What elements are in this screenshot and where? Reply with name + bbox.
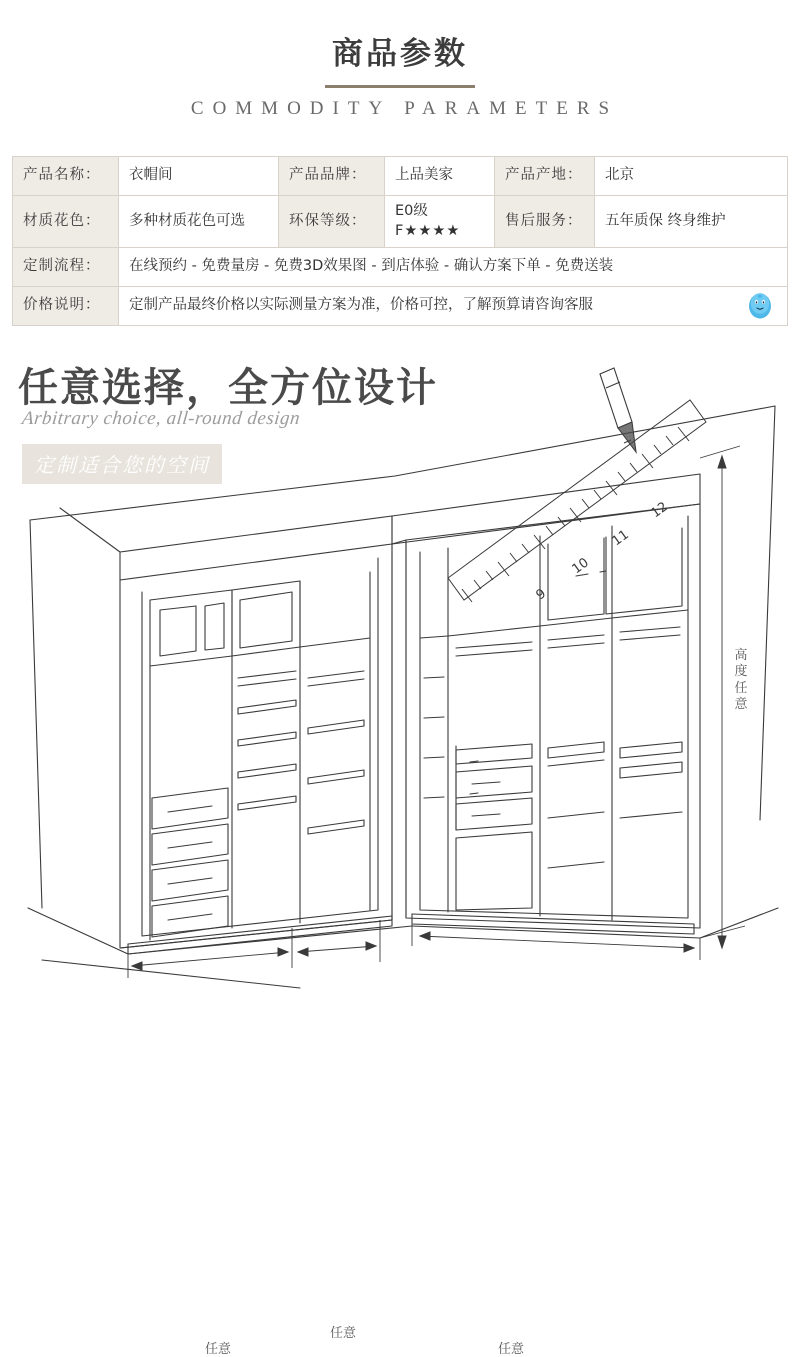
spec-value-after-sales: 五年质保 终身维护 [595,196,785,247]
ruler-tick-11: 11 [609,527,632,550]
dimension-label-left: 任意 [205,1342,232,1357]
qq-contact-icon[interactable] [745,291,775,321]
spec-label-origin: 产品产地： [495,157,595,195]
ruler-tick-9: 9 [533,586,550,604]
page-title: 商品参数 [332,36,468,72]
spec-label-process: 定制流程： [13,248,119,286]
table-row [13,196,787,248]
illustration-tagline: 定制适合您的空间 [22,444,222,484]
spec-value-origin: 北京 [595,157,785,195]
spec-value-price-note: 定制产品最终价格以实际测量方案为准，价格可控，了解预算请咨询客服 [119,287,787,325]
illustration-headline-en: Arbitrary choice, all-round design [20,408,302,430]
wardrobe-line-drawing [0,348,800,1008]
spec-value-product-name: 衣帽间 [119,157,279,195]
spec-label-product-name: 产品名称： [13,157,119,195]
spec-label-after-sales: 售后服务： [495,196,595,247]
spec-value-material: 多种材质花色可选 [119,196,279,247]
ruler-tick-12: 12 [648,499,671,522]
dimension-label-right: 任意 [498,1342,525,1357]
page-header [0,0,800,120]
spec-label-eco-grade: 环保等级： [279,196,385,247]
ruler-tick-10: 10 [569,555,592,578]
spec-value-eco-grade [385,196,495,247]
spec-label-brand: 产品品牌： [279,157,385,195]
eco-grade-line1: E0级 [395,203,428,219]
spec-value-brand: 上品美家 [385,157,495,195]
illustration-section [0,348,800,1357]
page-subtitle: COMMODITY PARAMETERS [190,98,619,119]
table-row [13,248,787,287]
spec-label-material: 材质花色： [13,196,119,247]
spec-value-process: 在线预约 - 免费量房 - 免费3D效果图 - 到店体验 - 确认方案下单 - 免费送装 [119,248,787,286]
spec-table [12,156,788,326]
illustration-headline: 任意选择，全方位设计 [18,365,438,412]
title-divider [325,85,475,88]
table-row [13,157,787,196]
dimension-label-height: 高度任意 [734,648,748,712]
eco-grade-line2: F★★★★ [395,222,461,239]
dimension-label-middle: 任意 [330,1326,357,1342]
table-row [13,287,787,326]
spec-label-price-note: 价格说明： [13,287,119,325]
